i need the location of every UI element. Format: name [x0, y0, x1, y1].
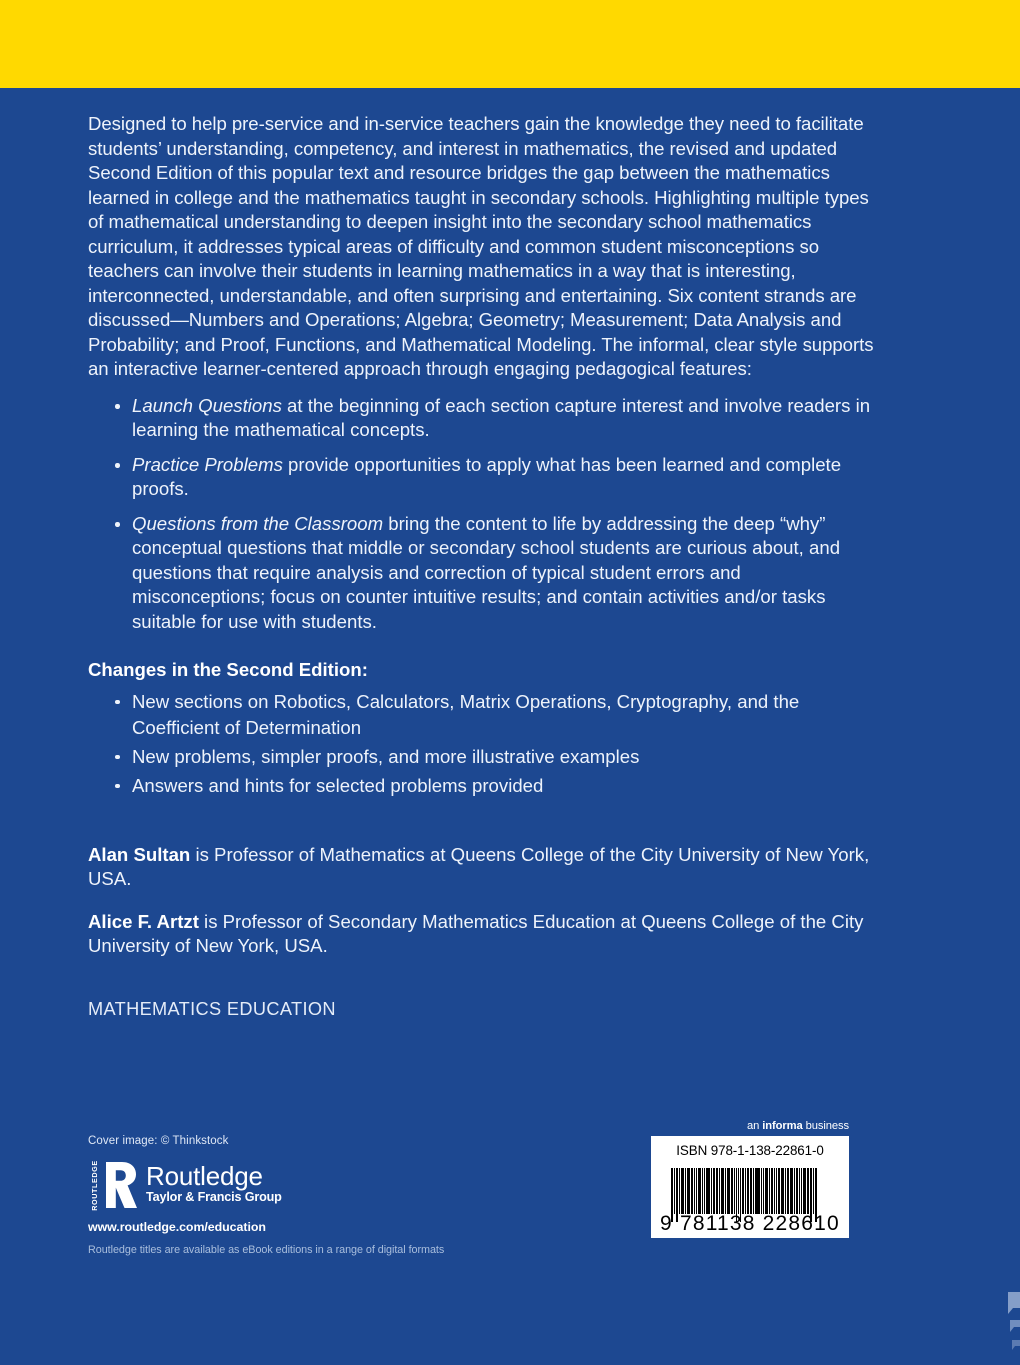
- list-item: Answers and hints for selected problems provided: [88, 773, 878, 799]
- routledge-r-mark-icon: [103, 1161, 137, 1209]
- routledge-vertical-text: ROUTLEDGE: [90, 1159, 99, 1211]
- author-bio: [88, 910, 878, 959]
- top-yellow-band: [0, 0, 1020, 88]
- publisher-url[interactable]: www.routledge.com/education: [88, 1220, 266, 1234]
- feature-text: provide opportunities to apply what has been learned and complete proofs.: [132, 453, 842, 499]
- routledge-vertical-wordmark: [88, 1161, 101, 1209]
- informa-brand: informa: [762, 1120, 803, 1132]
- cover-image-credit: Cover image: © Thinkstock: [88, 1135, 229, 1147]
- feature-text: bring the content to life by addressing the deep “why” conceptual questions that middle or secondary school students are curious about, and questions that require analysis and correction of typical student errors and misconceptions; focus on counter intuitive results; and contain activities and/or tasks suitable for use with students.: [132, 512, 841, 632]
- list-item: [88, 394, 878, 443]
- author-bio-text: is Professor of Mathematics at Queens College of the City University of New York, USA.: [88, 843, 870, 889]
- barcode-group-2: 228610: [762, 1212, 840, 1235]
- isbn-number: ISBN 978-1-138-22861-0: [676, 1143, 824, 1158]
- barcode: [651, 1136, 849, 1238]
- barcode-lead-digit: 9: [660, 1212, 673, 1235]
- cover-footer: [0, 1120, 1020, 1360]
- imprint-block: [88, 1135, 508, 1256]
- ebook-availability-note: Routledge titles are available as eBook editions in a range of digital formats: [88, 1244, 445, 1256]
- author-name: Alice F. Artzt: [88, 910, 199, 932]
- changes-heading: Changes in the Second Edition:: [88, 659, 368, 680]
- informa-suffix: business: [802, 1120, 849, 1132]
- informa-prefix: an: [747, 1120, 763, 1132]
- author-biographies: [88, 843, 878, 959]
- list-item: New sections on Robotics, Calculators, Matrix Operations, Cryptography, and the Coefficient of Determination: [88, 689, 878, 741]
- routledge-wordmark: [146, 1161, 282, 1205]
- barcode-bars: [671, 1168, 836, 1214]
- barcode-group-1: 781138: [679, 1212, 756, 1235]
- feature-term: Questions from the Classroom: [132, 512, 384, 534]
- pedagogical-features-list: [88, 394, 878, 635]
- feature-term: Launch Questions: [132, 394, 282, 416]
- author-name: Alan Sultan: [88, 843, 191, 865]
- changes-list: [88, 689, 878, 799]
- cover-content: [88, 112, 878, 1020]
- routledge-logo: [88, 1161, 508, 1213]
- publisher-name: Routledge: [146, 1161, 263, 1191]
- author-bio-text: is Professor of Secondary Mathematics Education at Queens College of the City University of New York, USA.: [88, 910, 864, 956]
- informa-tagline: [651, 1120, 849, 1132]
- list-item: [88, 512, 878, 635]
- corner-watermark-icon: [994, 1286, 1020, 1360]
- list-item: [88, 453, 878, 502]
- subject-category: MATHEMATICS EDUCATION: [88, 998, 336, 1019]
- feature-text: at the beginning of each section capture interest and involve readers in learning the mathematical concepts.: [132, 394, 871, 440]
- feature-term: Practice Problems: [132, 453, 283, 475]
- isbn-block: [651, 1120, 849, 1238]
- list-item: New problems, simpler proofs, and more illustrative examples: [88, 744, 878, 770]
- barcode-digits: [651, 1212, 849, 1236]
- author-bio: [88, 843, 878, 892]
- publisher-group: Taylor & Francis Group: [146, 1190, 282, 1204]
- description-paragraph: Designed to help pre-service and in-service teachers gain the knowledge they need to facilitate students’ understanding, competency, and interest in mathematics, the revised and updated Second Edition of this popular text and resource bridges the gap between the mathematics learned in college and the mathematics taught in secondary schools. Highlighting multiple types of mathematical understanding to deepen insight into the secondary school mathematics curriculum, it addresses typical areas of difficulty and common student misconceptions so teachers can involve their students in learning mathematics in a way that is interesting, interconnected, understandable, and often surprising and entertaining. Six content strands are discussed—Numbers and Operations; Algebra; Geometry; Measurement; Data Analysis and Probability; and Proof, Functions, and Mathematical Modeling. The informal, clear style supports an interactive learner-centered approach through engaging pedagogical features:: [88, 113, 874, 379]
